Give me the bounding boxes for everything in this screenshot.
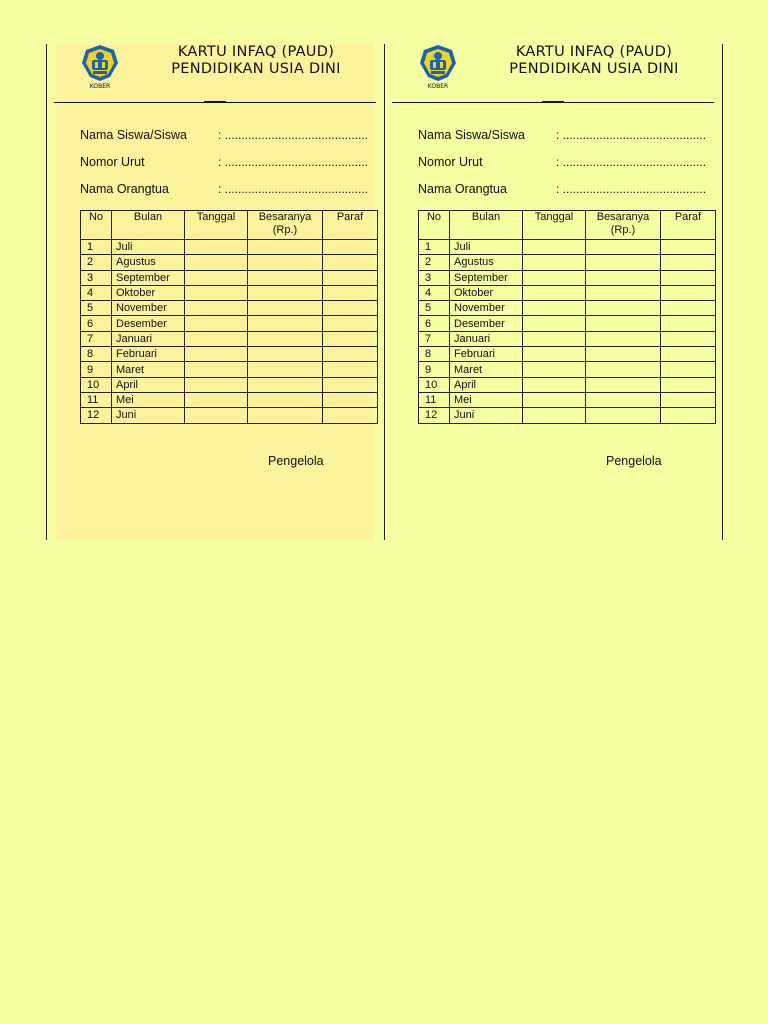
row-month: Agustus: [112, 255, 185, 270]
row-no: 5: [81, 301, 112, 316]
row-month: April: [450, 377, 523, 392]
row-signature-cell: [323, 377, 378, 392]
signer-label: Pengelola: [606, 454, 662, 468]
table-row: [81, 377, 378, 392]
row-amount-cell: [248, 377, 323, 392]
row-date-cell: [185, 285, 248, 300]
row-signature-cell: [661, 285, 716, 300]
row-amount-cell: [586, 270, 661, 285]
card-title-line-1: KARTU INFAQ (PAUD): [177, 44, 335, 60]
row-date-cell: [185, 392, 248, 407]
header-date: Tanggal: [185, 211, 248, 240]
row-date-cell: [523, 362, 586, 377]
row-amount-cell: [586, 331, 661, 346]
row-month: Maret: [112, 362, 185, 377]
row-amount-cell: [248, 255, 323, 270]
row-date-cell: [523, 347, 586, 362]
row-no: 10: [419, 377, 450, 392]
table-row: [81, 285, 378, 300]
row-amount-cell: [586, 316, 661, 331]
row-month: Januari: [112, 331, 185, 346]
row-month: Juni: [450, 408, 523, 423]
row-no: 11: [419, 392, 450, 407]
row-signature-cell: [323, 408, 378, 423]
row-amount-cell: [586, 347, 661, 362]
card-title: [484, 44, 704, 78]
header-month: Bulan: [112, 211, 185, 240]
row-month: Oktober: [112, 285, 185, 300]
student-fields: [418, 128, 718, 209]
row-amount-cell: [248, 316, 323, 331]
page-divider-right: [722, 44, 723, 540]
row-no: 7: [419, 331, 450, 346]
row-amount-cell: [248, 301, 323, 316]
row-amount-cell: [248, 362, 323, 377]
header-date: Tanggal: [523, 211, 586, 240]
card-title-line-2: PENDIDIKAN USIA DINI: [171, 61, 341, 77]
row-signature-cell: [661, 316, 716, 331]
row-signature-cell: [661, 331, 716, 346]
row-month: September: [450, 270, 523, 285]
field-label: Nama Orangtua: [80, 182, 169, 196]
row-no: 4: [81, 285, 112, 300]
row-month: November: [450, 301, 523, 316]
table-row: [81, 392, 378, 407]
row-no: 2: [81, 255, 112, 270]
row-date-cell: [185, 347, 248, 362]
row-signature-cell: [323, 362, 378, 377]
row-date-cell: [185, 240, 248, 255]
row-date-cell: [185, 255, 248, 270]
row-signature-cell: [661, 301, 716, 316]
table-row: [419, 255, 716, 270]
row-month: Desember: [112, 316, 185, 331]
table-header-row: [81, 211, 378, 240]
field-value: : ...........................................: [218, 128, 369, 142]
row-signature-cell: [323, 240, 378, 255]
row-amount-cell: [248, 285, 323, 300]
table-row: [419, 301, 716, 316]
row-no: 2: [419, 255, 450, 270]
field-label: Nama Siswa/Siswa: [418, 128, 525, 142]
row-signature-cell: [323, 301, 378, 316]
row-no: 8: [419, 347, 450, 362]
row-signature-cell: [661, 392, 716, 407]
row-month: Februari: [450, 347, 523, 362]
student-name-field: [418, 128, 718, 155]
row-date-cell: [185, 362, 248, 377]
row-date-cell: [185, 316, 248, 331]
row-date-cell: [185, 408, 248, 423]
table-row: [81, 301, 378, 316]
field-value: : ...........................................: [556, 128, 707, 142]
row-amount-cell: [248, 270, 323, 285]
row-month: Juni: [112, 408, 185, 423]
row-date-cell: [523, 255, 586, 270]
header-no: No: [81, 211, 112, 240]
title-divider-mark: [542, 101, 564, 103]
row-no: 4: [419, 285, 450, 300]
row-no: 11: [81, 392, 112, 407]
row-no: 10: [81, 377, 112, 392]
row-signature-cell: [323, 347, 378, 362]
row-no: 6: [81, 316, 112, 331]
table-row: [419, 408, 716, 423]
row-month: Februari: [112, 347, 185, 362]
row-signature-cell: [661, 362, 716, 377]
row-no: 9: [81, 362, 112, 377]
row-no: 12: [419, 408, 450, 423]
table-row: [81, 255, 378, 270]
row-date-cell: [523, 377, 586, 392]
parent-name-field: [418, 182, 718, 209]
row-no: 12: [81, 408, 112, 423]
row-signature-cell: [323, 270, 378, 285]
card-title-line-2: PENDIDIKAN USIA DINI: [509, 61, 679, 77]
row-no: 1: [419, 240, 450, 255]
row-amount-cell: [248, 347, 323, 362]
row-month: Desember: [450, 316, 523, 331]
row-amount-cell: [248, 392, 323, 407]
row-date-cell: [185, 377, 248, 392]
row-month: Juli: [450, 240, 523, 255]
logo-label: KOBER: [89, 83, 111, 90]
row-signature-cell: [661, 270, 716, 285]
logo-label: KOBER: [427, 83, 449, 90]
infaq-card-right: [384, 44, 722, 540]
row-month: April: [112, 377, 185, 392]
sequence-number-field: [80, 155, 380, 182]
field-label: Nomor Urut: [80, 155, 145, 169]
title-divider-mark: [204, 101, 226, 103]
table-row: [419, 392, 716, 407]
row-month: Mei: [112, 392, 185, 407]
infaq-card-left: [46, 44, 384, 540]
field-value: : ...........................................: [218, 155, 369, 169]
row-signature-cell: [323, 316, 378, 331]
row-amount-cell: [248, 240, 323, 255]
student-name-field: [80, 128, 380, 155]
header-amount: Besaranya (Rp.): [586, 211, 661, 240]
table-row: [419, 270, 716, 285]
row-date-cell: [523, 285, 586, 300]
student-fields: [80, 128, 380, 209]
row-amount-cell: [586, 255, 661, 270]
header-month: Bulan: [450, 211, 523, 240]
row-date-cell: [523, 301, 586, 316]
row-date-cell: [185, 270, 248, 285]
table-row: [81, 362, 378, 377]
row-amount-cell: [248, 331, 323, 346]
header-amount: Besaranya (Rp.): [248, 211, 323, 240]
row-no: 5: [419, 301, 450, 316]
row-signature-cell: [661, 240, 716, 255]
row-amount-cell: [586, 362, 661, 377]
row-date-cell: [523, 331, 586, 346]
card-title: [146, 44, 366, 78]
row-month: November: [112, 301, 185, 316]
field-label: Nomor Urut: [418, 155, 483, 169]
row-amount-cell: [586, 301, 661, 316]
parent-name-field: [80, 182, 380, 209]
row-date-cell: [523, 240, 586, 255]
row-no: 9: [419, 362, 450, 377]
row-date-cell: [523, 316, 586, 331]
infaq-table: [418, 210, 716, 424]
table-row: [419, 362, 716, 377]
row-amount-cell: [586, 408, 661, 423]
row-signature-cell: [661, 377, 716, 392]
header-signature: Paraf: [661, 211, 716, 240]
table-row: [419, 285, 716, 300]
row-amount-cell: [586, 377, 661, 392]
table-row: [81, 408, 378, 423]
row-signature-cell: [661, 347, 716, 362]
row-no: 7: [81, 331, 112, 346]
tut-wuri-handayani-emblem-icon: [418, 44, 458, 82]
row-signature-cell: [661, 408, 716, 423]
table-row: [81, 270, 378, 285]
row-month: Agustus: [450, 255, 523, 270]
row-no: 3: [81, 270, 112, 285]
field-value: : ...........................................: [556, 155, 707, 169]
table-header-row: [419, 211, 716, 240]
row-signature-cell: [323, 392, 378, 407]
field-label: Nama Orangtua: [418, 182, 507, 196]
table-row: [81, 347, 378, 362]
header-no: No: [419, 211, 450, 240]
school-logo: [79, 44, 121, 92]
row-date-cell: [185, 301, 248, 316]
row-date-cell: [523, 392, 586, 407]
field-value: : ...........................................: [218, 182, 369, 196]
row-amount-cell: [248, 408, 323, 423]
row-signature-cell: [661, 255, 716, 270]
table-row: [81, 316, 378, 331]
infaq-table: [80, 210, 378, 424]
field-label: Nama Siswa/Siswa: [80, 128, 187, 142]
table-row: [419, 377, 716, 392]
tut-wuri-handayani-emblem-icon: [80, 44, 120, 82]
table-row: [81, 331, 378, 346]
row-month: Juli: [112, 240, 185, 255]
row-no: 8: [81, 347, 112, 362]
header-signature: Paraf: [323, 211, 378, 240]
sequence-number-field: [418, 155, 718, 182]
table-row: [81, 240, 378, 255]
table-row: [419, 347, 716, 362]
table-row: [419, 331, 716, 346]
row-signature-cell: [323, 285, 378, 300]
row-no: 3: [419, 270, 450, 285]
signer-label: Pengelola: [268, 454, 324, 468]
row-signature-cell: [323, 331, 378, 346]
row-signature-cell: [323, 255, 378, 270]
table-row: [419, 240, 716, 255]
row-amount-cell: [586, 285, 661, 300]
row-month: September: [112, 270, 185, 285]
field-value: : ...........................................: [556, 182, 707, 196]
row-month: Maret: [450, 362, 523, 377]
table-row: [419, 316, 716, 331]
row-amount-cell: [586, 240, 661, 255]
row-month: Mei: [450, 392, 523, 407]
card-title-line-1: KARTU INFAQ (PAUD): [515, 44, 673, 60]
row-amount-cell: [586, 392, 661, 407]
row-no: 6: [419, 316, 450, 331]
row-month: Januari: [450, 331, 523, 346]
row-date-cell: [185, 331, 248, 346]
row-date-cell: [523, 270, 586, 285]
school-logo: [417, 44, 459, 92]
row-month: Oktober: [450, 285, 523, 300]
row-no: 1: [81, 240, 112, 255]
row-date-cell: [523, 408, 586, 423]
